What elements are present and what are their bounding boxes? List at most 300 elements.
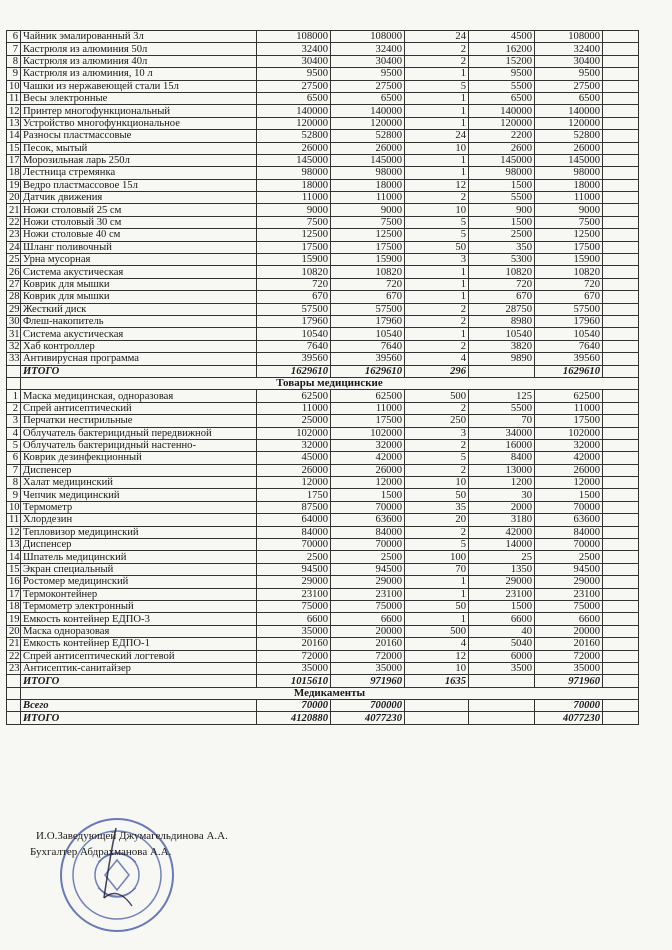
total-sum: 12500 (535, 229, 603, 241)
planned-amount: 27500 (257, 80, 331, 92)
planned-amount: 10820 (257, 266, 331, 278)
actual-amount: 108000 (331, 31, 405, 43)
actual-amount: 11000 (331, 402, 405, 414)
row-index: 32 (7, 340, 21, 352)
row-index: 3 (7, 415, 21, 427)
unit-price: 98000 (469, 167, 535, 179)
item-name: Хлордезин (21, 514, 257, 526)
total-sum: 62500 (535, 390, 603, 402)
total-sum: 108000 (535, 31, 603, 43)
item-name: Термоконтейнер (21, 588, 257, 600)
planned-amount: 7640 (257, 340, 331, 352)
unit-price: 5040 (469, 638, 535, 650)
item-name: Тепловизор медицинский (21, 526, 257, 538)
quantity (405, 700, 469, 712)
empty-cell (603, 154, 639, 166)
total-sum: 670 (535, 291, 603, 303)
table-row (7, 142, 639, 154)
planned-amount: 35000 (257, 625, 331, 637)
quantity: 2 (405, 402, 469, 414)
empty-cell (603, 192, 639, 204)
item-name: Спрей антисептический логтевой (21, 650, 257, 662)
actual-amount: 6500 (331, 92, 405, 104)
quantity: 2 (405, 340, 469, 352)
total-sum: 84000 (535, 526, 603, 538)
quantity: 2 (405, 439, 469, 451)
quantity: 2 (405, 315, 469, 327)
row-index (7, 377, 21, 389)
planned-amount: 26000 (257, 464, 331, 476)
empty-cell (603, 303, 639, 315)
item-name: Лестница стремянка (21, 167, 257, 179)
item-name: Спрей антисептический (21, 402, 257, 414)
planned-amount: 9000 (257, 204, 331, 216)
table-row (7, 489, 639, 501)
actual-amount: 10540 (331, 328, 405, 340)
actual-amount: 10820 (331, 266, 405, 278)
actual-amount: 42000 (331, 452, 405, 464)
total-sum: 17500 (535, 241, 603, 253)
row-index: 18 (7, 600, 21, 612)
planned-amount: 1015610 (257, 675, 331, 687)
actual-amount: 29000 (331, 576, 405, 588)
unit-price: 6600 (469, 613, 535, 625)
item-name: Облучатель бактерицидный передвижной (21, 427, 257, 439)
total-label: ИТОГО (21, 712, 257, 724)
unit-price: 10820 (469, 266, 535, 278)
table-row (7, 501, 639, 513)
empty-cell (603, 514, 639, 526)
table-row (7, 638, 639, 650)
quantity: 1 (405, 167, 469, 179)
quantity: 50 (405, 489, 469, 501)
table-row (7, 600, 639, 612)
planned-amount: 17500 (257, 241, 331, 253)
total-sum: 1629610 (535, 365, 603, 377)
table-row (7, 427, 639, 439)
total-sum: 11000 (535, 192, 603, 204)
table-row (7, 390, 639, 402)
total-sum: 720 (535, 278, 603, 290)
actual-amount: 1500 (331, 489, 405, 501)
item-name: Песок, мытый (21, 142, 257, 154)
empty-cell (603, 501, 639, 513)
total-sum: 10540 (535, 328, 603, 340)
row-index: 21 (7, 204, 21, 216)
actual-amount: 20160 (331, 638, 405, 650)
row-index: 27 (7, 278, 21, 290)
planned-amount: 120000 (257, 117, 331, 129)
unit-price: 8400 (469, 452, 535, 464)
table-row (7, 563, 639, 575)
quantity: 20 (405, 514, 469, 526)
empty-cell (603, 80, 639, 92)
table-row (7, 216, 639, 228)
item-name: Чайник эмалированный 3л (21, 31, 257, 43)
total-sum: 20000 (535, 625, 603, 637)
total-sum: 42000 (535, 452, 603, 464)
planned-amount: 670 (257, 291, 331, 303)
total-sum: 15900 (535, 254, 603, 266)
row-index: 5 (7, 439, 21, 451)
row-index: 9 (7, 68, 21, 80)
empty-cell (603, 650, 639, 662)
empty-cell (603, 675, 639, 687)
total-sum: 17960 (535, 315, 603, 327)
empty-cell (603, 92, 639, 104)
empty-cell (603, 625, 639, 637)
actual-amount: 30400 (331, 55, 405, 67)
item-name: Ростомер медицинский (21, 576, 257, 588)
unit-price: 1500 (469, 216, 535, 228)
table-row (7, 452, 639, 464)
total-sum: 11000 (535, 402, 603, 414)
table-row (7, 179, 639, 191)
empty-cell (603, 278, 639, 290)
table-row (7, 328, 639, 340)
planned-amount: 145000 (257, 154, 331, 166)
item-name: Кастрюля из алюминия, 10 л (21, 68, 257, 80)
empty-cell (603, 353, 639, 365)
item-name: Облучатель бактерицидный настенно- (21, 439, 257, 451)
table-row (7, 55, 639, 67)
unit-price: 5500 (469, 402, 535, 414)
item-name: Система акустическая (21, 328, 257, 340)
row-index: 20 (7, 625, 21, 637)
actual-amount: 7500 (331, 216, 405, 228)
subtotal-row-medicines (7, 700, 639, 712)
empty-cell (603, 464, 639, 476)
quantity: 24 (405, 31, 469, 43)
item-name: Весы электронные (21, 92, 257, 104)
planned-amount: 32000 (257, 439, 331, 451)
row-index (7, 675, 21, 687)
row-index: 12 (7, 105, 21, 117)
quantity: 2 (405, 526, 469, 538)
table-row (7, 464, 639, 476)
empty-cell (603, 142, 639, 154)
row-index: 21 (7, 638, 21, 650)
unit-price: 1500 (469, 179, 535, 191)
quantity: 3 (405, 254, 469, 266)
total-sum: 27500 (535, 80, 603, 92)
empty-cell (603, 266, 639, 278)
empty-cell (603, 130, 639, 142)
total-sum: 52800 (535, 130, 603, 142)
item-name: Емкость контейнер ЕДПО-3 (21, 613, 257, 625)
unit-price: 42000 (469, 526, 535, 538)
table-row (7, 340, 639, 352)
row-index: 7 (7, 464, 21, 476)
subtotal-row-household (7, 365, 639, 377)
unit-price: 2500 (469, 229, 535, 241)
quantity: 2 (405, 55, 469, 67)
actual-amount: 27500 (331, 80, 405, 92)
empty-cell (603, 204, 639, 216)
planned-amount: 52800 (257, 130, 331, 142)
planned-amount: 11000 (257, 192, 331, 204)
empty-cell (603, 452, 639, 464)
actual-amount: 2500 (331, 551, 405, 563)
table-row (7, 117, 639, 129)
signature-line-head: И.О.Заведующей Джумагельдинова А.А. (36, 830, 228, 842)
table-body (7, 31, 639, 725)
table-row (7, 278, 639, 290)
table-row (7, 662, 639, 674)
planned-amount: 23100 (257, 588, 331, 600)
total-sum: 32000 (535, 439, 603, 451)
planned-amount: 140000 (257, 105, 331, 117)
quantity: 5 (405, 539, 469, 551)
empty-cell (603, 340, 639, 352)
actual-amount: 20000 (331, 625, 405, 637)
planned-amount: 20160 (257, 638, 331, 650)
row-index: 18 (7, 167, 21, 179)
item-name: Антисептик-санитайзер (21, 662, 257, 674)
item-name: Перчатки нестирильные (21, 415, 257, 427)
unit-price: 70 (469, 415, 535, 427)
actual-amount: 35000 (331, 662, 405, 674)
planned-amount: 32400 (257, 43, 331, 55)
unit-price: 5300 (469, 254, 535, 266)
unit-price: 3500 (469, 662, 535, 674)
item-name: Кастрюля из алюминия 40л (21, 55, 257, 67)
total-sum: 70000 (535, 501, 603, 513)
planned-amount: 45000 (257, 452, 331, 464)
planned-amount: 108000 (257, 31, 331, 43)
empty-cell (603, 216, 639, 228)
planned-amount: 30400 (257, 55, 331, 67)
row-index: 4 (7, 427, 21, 439)
total-sum: 20160 (535, 638, 603, 650)
item-name: Термометр электронный (21, 600, 257, 612)
row-index (7, 700, 21, 712)
table-row (7, 613, 639, 625)
empty-cell (603, 700, 639, 712)
table-row (7, 315, 639, 327)
empty-cell (603, 477, 639, 489)
quantity: 2 (405, 43, 469, 55)
empty-cell (603, 489, 639, 501)
total-sum: 98000 (535, 167, 603, 179)
actual-amount: 700000 (331, 700, 405, 712)
quantity: 5 (405, 216, 469, 228)
row-index: 8 (7, 477, 21, 489)
total-label: Всего (21, 700, 257, 712)
row-index: 20 (7, 192, 21, 204)
planned-amount: 4120880 (257, 712, 331, 724)
planned-amount: 9500 (257, 68, 331, 80)
table-row (7, 192, 639, 204)
quantity: 1 (405, 266, 469, 278)
total-label: ИТОГО (21, 675, 257, 687)
quantity: 2 (405, 464, 469, 476)
empty-cell (603, 365, 639, 377)
planned-amount: 720 (257, 278, 331, 290)
planned-amount: 7500 (257, 216, 331, 228)
row-index: 9 (7, 489, 21, 501)
empty-cell (603, 167, 639, 179)
table-row (7, 43, 639, 55)
unit-price: 15200 (469, 55, 535, 67)
row-index: 14 (7, 551, 21, 563)
row-index: 22 (7, 216, 21, 228)
empty-cell (603, 551, 639, 563)
total-sum: 12000 (535, 477, 603, 489)
unit-price: 29000 (469, 576, 535, 588)
total-sum: 9000 (535, 204, 603, 216)
item-name: Халат медицинский (21, 477, 257, 489)
quantity: 24 (405, 130, 469, 142)
total-sum: 145000 (535, 154, 603, 166)
item-name: Маска одноразовая (21, 625, 257, 637)
unit-price: 2000 (469, 501, 535, 513)
actual-amount: 6600 (331, 613, 405, 625)
unit-price (469, 675, 535, 687)
quantity: 1 (405, 105, 469, 117)
row-index: 33 (7, 353, 21, 365)
total-sum: 120000 (535, 117, 603, 129)
section-title: Товары медицинские (21, 377, 639, 389)
total-sum: 72000 (535, 650, 603, 662)
quantity: 500 (405, 390, 469, 402)
actual-amount: 11000 (331, 192, 405, 204)
empty-cell (603, 68, 639, 80)
actual-amount: 98000 (331, 167, 405, 179)
actual-amount: 63600 (331, 514, 405, 526)
quantity: 35 (405, 501, 469, 513)
actual-amount: 145000 (331, 154, 405, 166)
empty-cell (603, 31, 639, 43)
actual-amount: 12000 (331, 477, 405, 489)
item-name: Емкость контейнер ЕДПО-1 (21, 638, 257, 650)
item-name: Кастрюля из алюминия 50л (21, 43, 257, 55)
planned-amount: 1629610 (257, 365, 331, 377)
row-index: 31 (7, 328, 21, 340)
item-name: Принтер многофункциональный (21, 105, 257, 117)
planned-amount: 11000 (257, 402, 331, 414)
actual-amount: 75000 (331, 600, 405, 612)
item-name: Морозильная ларь 250л (21, 154, 257, 166)
unit-price: 4500 (469, 31, 535, 43)
row-index: 28 (7, 291, 21, 303)
item-name: Антивирусная программа (21, 353, 257, 365)
unit-price: 5500 (469, 80, 535, 92)
quantity: 1635 (405, 675, 469, 687)
unit-price (469, 700, 535, 712)
unit-price: 1350 (469, 563, 535, 575)
planned-amount: 6600 (257, 613, 331, 625)
total-sum: 7640 (535, 340, 603, 352)
actual-amount: 670 (331, 291, 405, 303)
item-name: Флеш-накопитель (21, 315, 257, 327)
total-sum: 1500 (535, 489, 603, 501)
item-name: Коврик для мышки (21, 291, 257, 303)
quantity: 296 (405, 365, 469, 377)
total-sum: 4077230 (535, 712, 603, 724)
table-row (7, 625, 639, 637)
quantity: 5 (405, 452, 469, 464)
empty-cell (603, 415, 639, 427)
total-sum: 75000 (535, 600, 603, 612)
actual-amount: 70000 (331, 501, 405, 513)
actual-amount: 9000 (331, 204, 405, 216)
quantity: 3 (405, 427, 469, 439)
empty-cell (603, 254, 639, 266)
table-row (7, 68, 639, 80)
quantity: 250 (405, 415, 469, 427)
section-header-medicines (7, 687, 639, 699)
empty-cell (603, 588, 639, 600)
item-name: Урна мусорная (21, 254, 257, 266)
actual-amount: 720 (331, 278, 405, 290)
row-index: 11 (7, 92, 21, 104)
row-index (7, 712, 21, 724)
table-row (7, 105, 639, 117)
empty-cell (603, 402, 639, 414)
quantity: 100 (405, 551, 469, 563)
quantity: 5 (405, 80, 469, 92)
actual-amount: 18000 (331, 179, 405, 191)
unit-price: 1500 (469, 600, 535, 612)
actual-amount: 94500 (331, 563, 405, 575)
empty-cell (603, 291, 639, 303)
item-name: Ножи столовый 25 см (21, 204, 257, 216)
total-sum: 18000 (535, 179, 603, 191)
actual-amount: 26000 (331, 464, 405, 476)
planned-amount: 98000 (257, 167, 331, 179)
item-name: Коврик дезинфекционный (21, 452, 257, 464)
row-index: 11 (7, 514, 21, 526)
quantity: 1 (405, 328, 469, 340)
row-index: 22 (7, 650, 21, 662)
row-index: 6 (7, 452, 21, 464)
table-row (7, 514, 639, 526)
item-name: Разносы пластмассовые (21, 130, 257, 142)
section-header-medical (7, 377, 639, 389)
unit-price: 23100 (469, 588, 535, 600)
planned-amount: 17960 (257, 315, 331, 327)
unit-price: 3180 (469, 514, 535, 526)
row-index: 29 (7, 303, 21, 315)
item-name: Чашки из нержавеющей стали 15л (21, 80, 257, 92)
quantity: 1 (405, 278, 469, 290)
actual-amount: 17960 (331, 315, 405, 327)
total-sum: 94500 (535, 563, 603, 575)
row-index: 10 (7, 501, 21, 513)
item-name: Диспенсер (21, 539, 257, 551)
planned-amount: 35000 (257, 662, 331, 674)
total-sum: 6600 (535, 613, 603, 625)
planned-amount: 64000 (257, 514, 331, 526)
total-sum: 6500 (535, 92, 603, 104)
planned-amount: 25000 (257, 415, 331, 427)
total-sum: 102000 (535, 427, 603, 439)
row-index: 1 (7, 390, 21, 402)
signature-line-accountant: Бухгалтер Абдрахманова А.А. (30, 846, 172, 858)
grand-total-row (7, 712, 639, 724)
unit-price: 670 (469, 291, 535, 303)
unit-price: 14000 (469, 539, 535, 551)
table-row (7, 130, 639, 142)
empty-cell (603, 662, 639, 674)
quantity: 1 (405, 576, 469, 588)
row-index: 15 (7, 142, 21, 154)
table-row (7, 241, 639, 253)
table-row (7, 31, 639, 43)
total-sum: 26000 (535, 464, 603, 476)
table-row (7, 415, 639, 427)
